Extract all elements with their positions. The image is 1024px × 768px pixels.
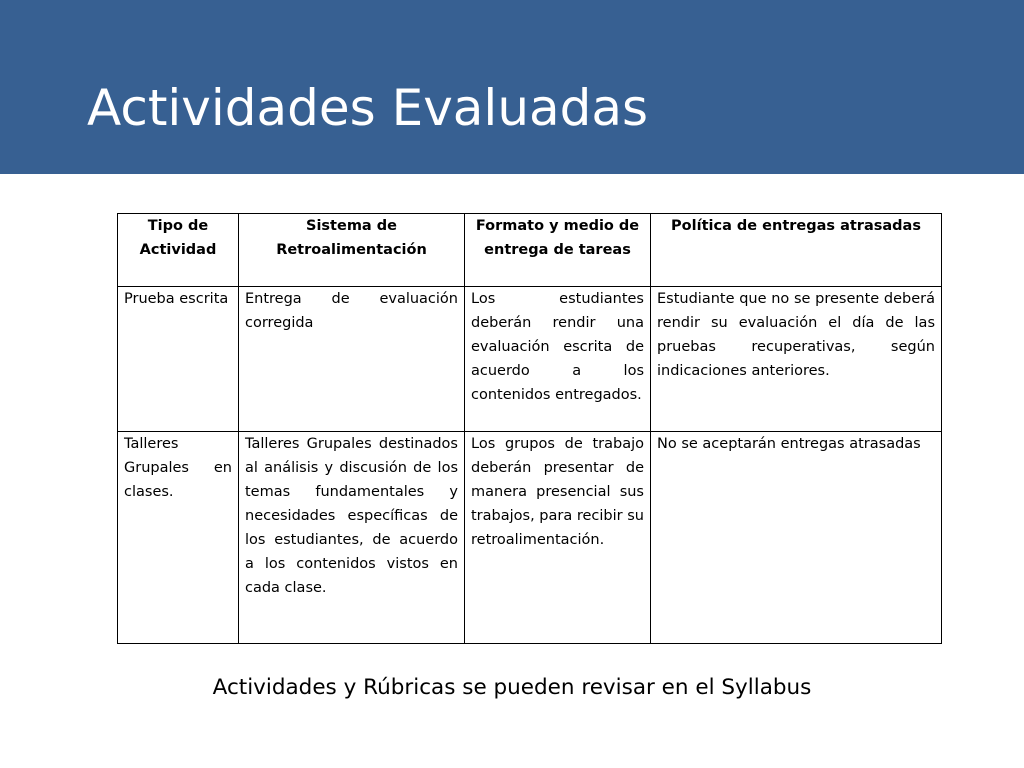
- header-politica-atrasos: Política de entregas atrasadas: [651, 214, 942, 287]
- title-band: [0, 0, 1024, 174]
- table-cell: Los grupos de trabajo deberán presentar de manera presencial sus trabajos, para recibir su retroalimentación.: [465, 432, 651, 644]
- table-cell: No se aceptarán entregas atrasadas: [651, 432, 942, 644]
- slide-title: Actividades Evaluadas: [87, 79, 649, 137]
- table-cell: Prueba escrita: [118, 287, 239, 432]
- header-tipo-actividad: Tipo de Actividad: [118, 214, 239, 287]
- table-cell: Talleres Grupales destinados al análisis y discusión de los temas fundamentales y necesidades específicas de los estudiantes, de acuerdo a los contenidos vistos en cada clase.: [239, 432, 465, 644]
- table-cell: Entrega de evaluación corregida: [239, 287, 465, 432]
- table-header-row: [118, 214, 942, 287]
- table-cell: Los estudiantes deberán rendir una evaluación escrita de acuerdo a los contenidos entregados.: [465, 287, 651, 432]
- table-cell: Estudiante que no se presente deberá rendir su evaluación el día de las pruebas recuperativas, según indicaciones anteriores.: [651, 287, 942, 432]
- header-formato-entrega: Formato y medio de entrega de tareas: [465, 214, 651, 287]
- activities-table-container: [117, 213, 941, 644]
- activities-table: [117, 213, 942, 644]
- table-row: [118, 287, 942, 432]
- table-row: [118, 432, 942, 644]
- header-sistema-retroalimentacion: Sistema de Retroalimentación: [239, 214, 465, 287]
- table-cell: Talleres Grupales en clases.: [118, 432, 239, 644]
- footer-note: Actividades y Rúbricas se pueden revisar en el Syllabus: [212, 675, 812, 700]
